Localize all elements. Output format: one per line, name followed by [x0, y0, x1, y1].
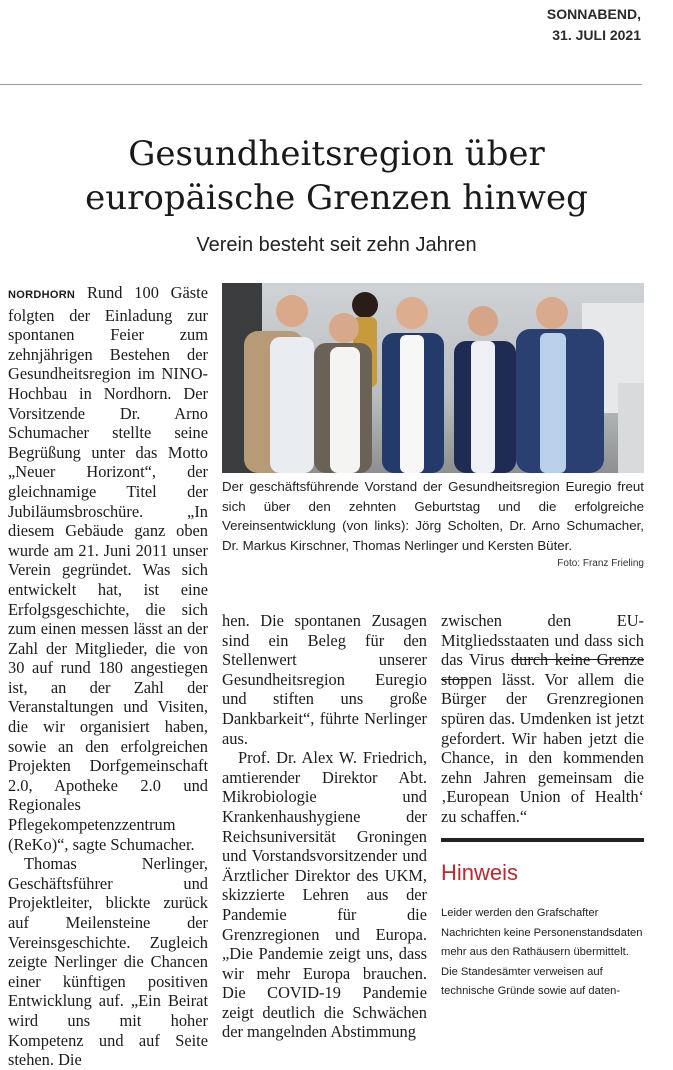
article-subheadline: Verein besteht seit zehn Jahren — [196, 234, 477, 256]
article-paragraph: Thomas Nerlinger, Geschäftsführer und Projektleiter, blickte zurück auf Meilensteine der Vereinsgeschichte. Zugleich zeigte Nerlinger die Chancen einer künftigen positiven Entwicklung auf. „Ein Beirat wird uns mit hoher Kompetenz und auf Seite stehen. Die — [8, 854, 208, 1070]
notice-title: Hinweis — [441, 860, 519, 885]
group-photo-image — [222, 283, 644, 473]
dateline: NORDHORN — [8, 289, 76, 301]
article-column-2 — [222, 611, 427, 1042]
article-headline — [0, 132, 673, 220]
article-column-1 — [8, 283, 208, 1070]
headline-line-1: Gesundheitsregion über — [128, 134, 545, 174]
photo-credit: Foto: Franz Frieling — [557, 558, 644, 569]
article-photo — [222, 283, 644, 473]
text-segment: zwischen den EU-Mitgliedsstaaten und dass sich das Virus — [441, 611, 644, 670]
issue-date-text: 31. JULI 2021 — [552, 27, 641, 43]
lead-text: Rund 100 Gäste folgten der Einladung zur spontanen Feier zum zehnjährigen Bestehen der Gesundheitsregion im NINO-Hochbau in Nordhorn. Der Vorsitzende Dr. Arno Schumacher stellte seine Begrüßung unter das Motto „Neuer Horizont“, der gleichnamige Titel der Jubiläumsbroschüre. „In diesem Gebäude ganz oben wurde am 21. Juni 2011 unser Verein gegründet. Was sich entwickelt hat, ist eine Erfolgsgeschichte, die sich zum einen messen lässt an der Zahl der Mitglieder, die von 30 auf rund 180 angestiegen ist, an der Zahl der Veranstaltungen und Visiten, die wir organisiert haben, sowie an den erfolgreichen Projekten Dorfgemeinschaft 2.0, Apotheke 2.0 und Regionales Pflegekompetenzzentrum (ReKo)“, sagte Schumacher. — [8, 283, 208, 854]
header-rule — [0, 84, 642, 85]
issue-date — [547, 4, 641, 46]
article-paragraph: hen. Die spontanen Zusagen sind ein Beleg für den Stellenwert unserer Gesundheitsregion Euregio und stiften uns große Dankbarkeit“, führte Nerlinger aus. — [222, 611, 427, 748]
article-paragraph — [8, 283, 208, 854]
photo-caption: Der geschäftsführende Vorstand der Gesundheitsregion Euregio freut sich über den zehnten Geburtstag und die erfolgreiche Vereinsentwicklung (von links): Jörg Scholten, Dr. Arno Schumacher, Dr. Markus Kirschner, Thomas Nerlinger und Kersten Büter. — [222, 479, 644, 553]
issue-weekday: SONNABEND, — [546, 6, 641, 22]
article-column-3 — [441, 611, 644, 827]
text-segment: pen lässt. Vor allem die Bürger der Grenzregionen spüren das. Umdenken ist jetzt gefordert. Wir haben jetzt die Chance, in den kommenden zehn Jahren gemeinsam die ‚European Union of Health‘ zu schaffen.“ — [441, 669, 644, 826]
notice-text: Leider werden den Grafschafter Nachrichten keine Personenstandsdaten mehr aus den Rathäusern übermittelt. Die Standesämter verweisen auf technische Gründe sowie auf daten- — [441, 907, 643, 998]
article-paragraph: Prof. Dr. Alex W. Friedrich, amtierender Direktor Abt. Mikrobiologie und Krankenhaushygiene der Reichsuniversität Groningen und Vorstandsvorsitzender und Ärztlicher Direktor des UKM, skizzierte Lehren aus der Pandemie für die Grenzregionen und Europa. „Die Pandemie zeigt uns, dass wir mehr Europa brauchen. Die COVID-19 Pandemie zeigt deutlich die Schwächen der mangelnden Abstimmung — [222, 748, 427, 1042]
struck-text: durch keine Grenze stop — [441, 650, 645, 689]
article-paragraph — [441, 611, 644, 827]
notice-divider — [441, 838, 644, 842]
headline-line-2: europäische Grenzen hinweg — [85, 178, 588, 218]
